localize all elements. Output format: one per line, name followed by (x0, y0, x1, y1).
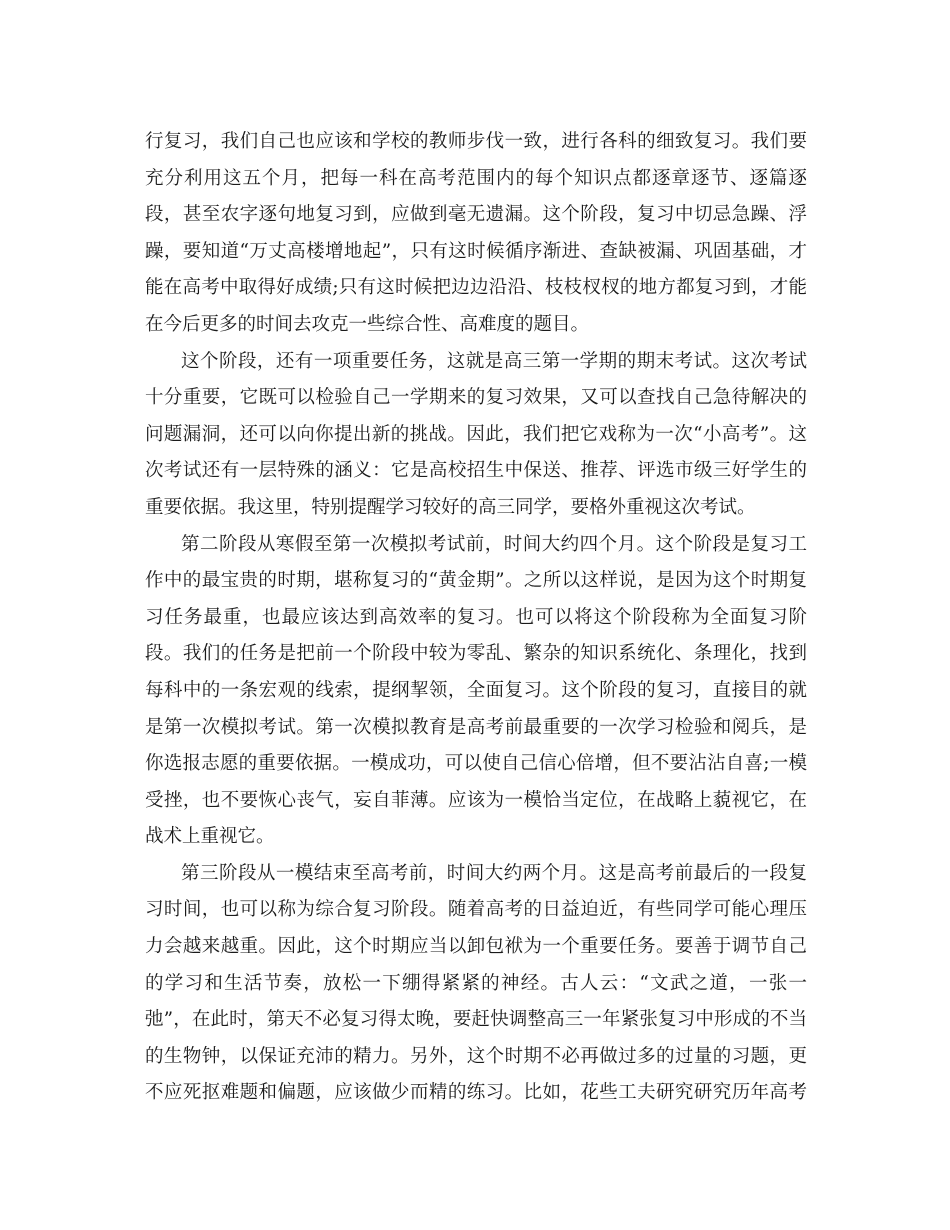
text-line: 重要依据。我这里，特别提醒学习较好的高三同学，要格外重视这次考试。 (145, 496, 756, 518)
text-line: 段，甚至农字逐句地复习到，应做到毫无遗漏。这个阶段，复习中切忌急躁、浮 (145, 204, 807, 226)
paragraph-first-line: 这个阶段，还有一项重要任务，这就是高三第一学期的期末考试。这次考试 (181, 350, 807, 372)
text-line: 习时间，也可以称为综合复习阶段。随着高考的日益迫近，有些同学可能心理压 (145, 899, 807, 921)
text-line: 不应死抠难题和偏题，应该做少而精的练习。比如，花些工夫研究研究历年高考 (145, 1082, 807, 1104)
text-line: 的学习和生活节奏，放松一下绷得紧紧的神经。古人云：“文武之道，一张一 (145, 972, 807, 994)
text-line: 作中的最宝贵的时期，堪称复习的“黄金期”。之所以这样说，是因为这个时期复 (145, 570, 807, 592)
text-line: 问题漏洞，还可以向你提出新的挑战。因此，我们把它戏称为一次“小高考”。这 (145, 423, 807, 445)
text-line: 行复习，我们自己也应该和学校的教师步伐一致，进行各科的细致复习。我们要 (145, 131, 807, 152)
text-line: 的生物钟，以保证充沛的精力。另外，这个时期不必再做过多的过量的习题，更 (145, 1045, 807, 1067)
text-line: 在今后更多的时间去攻克一些综合性、高难度的题目。 (145, 313, 590, 335)
text-line: 你选报志愿的重要依据。一模成功，可以使自己信心倍增，但不要沾沾自喜;一模 (145, 753, 807, 775)
text-line: 受挫，也不要恢心丧气，妄自菲薄。应该为一模恰当定位，在战略上藐视它，在 (145, 789, 807, 811)
text-line: 习任务最重，也最应该达到高效率的复习。也可以将这个阶段称为全面复习阶 (145, 606, 807, 628)
text-line: 每科中的一条宏观的线索，提纲挈领，全面复习。这个阶段的复习，直接目的就 (145, 679, 807, 701)
text-line: 十分重要，它既可以检验自己一学期来的复习效果，又可以查找自己急待解决的 (145, 387, 807, 409)
text-line: 能在高考中取得好成绩;只有这时候把边边沿沿、枝枝杈杈的地方都复习到，才能 (145, 277, 807, 299)
body-text (145, 124, 807, 1112)
text-line: 战术上重视它。 (145, 826, 275, 848)
paragraph-first-line: 第二阶段从寒假至第一次模拟考试前，时间大约四个月。这个阶段是复习工 (181, 533, 807, 555)
text-line: 次考试还有一层特殊的涵义：它是高校招生中保送、推荐、评选市级三好学生的 (145, 460, 807, 482)
text-line: 弛”，在此时，第天不必复习得太晚，要赶快调整高三一年紧张复习中形成的不当 (145, 1009, 807, 1031)
text-line: 力会越来越重。因此，这个时期应当以卸包袱为一个重要任务。要善于调节自己 (145, 936, 807, 958)
text-line: 是第一次模拟考试。第一次模拟教育是高考前最重要的一次学习检验和阅兵，是 (145, 716, 807, 738)
text-line: 充分利用这五个月，把每一科在高考范围内的每个知识点都逐章逐节、逐篇逐 (145, 167, 807, 189)
paragraph-first-line: 第三阶段从一模结束至高考前，时间大约两个月。这是高考前最后的一段复 (181, 862, 807, 884)
text-line: 躁，要知道“万丈高楼增地起”，只有这时候循序渐进、查缺被漏、巩固基础，才 (145, 240, 807, 262)
text-line: 段。我们的任务是把前一个阶段中较为零乱、繁杂的知识系统化、条理化，找到 (145, 643, 807, 665)
